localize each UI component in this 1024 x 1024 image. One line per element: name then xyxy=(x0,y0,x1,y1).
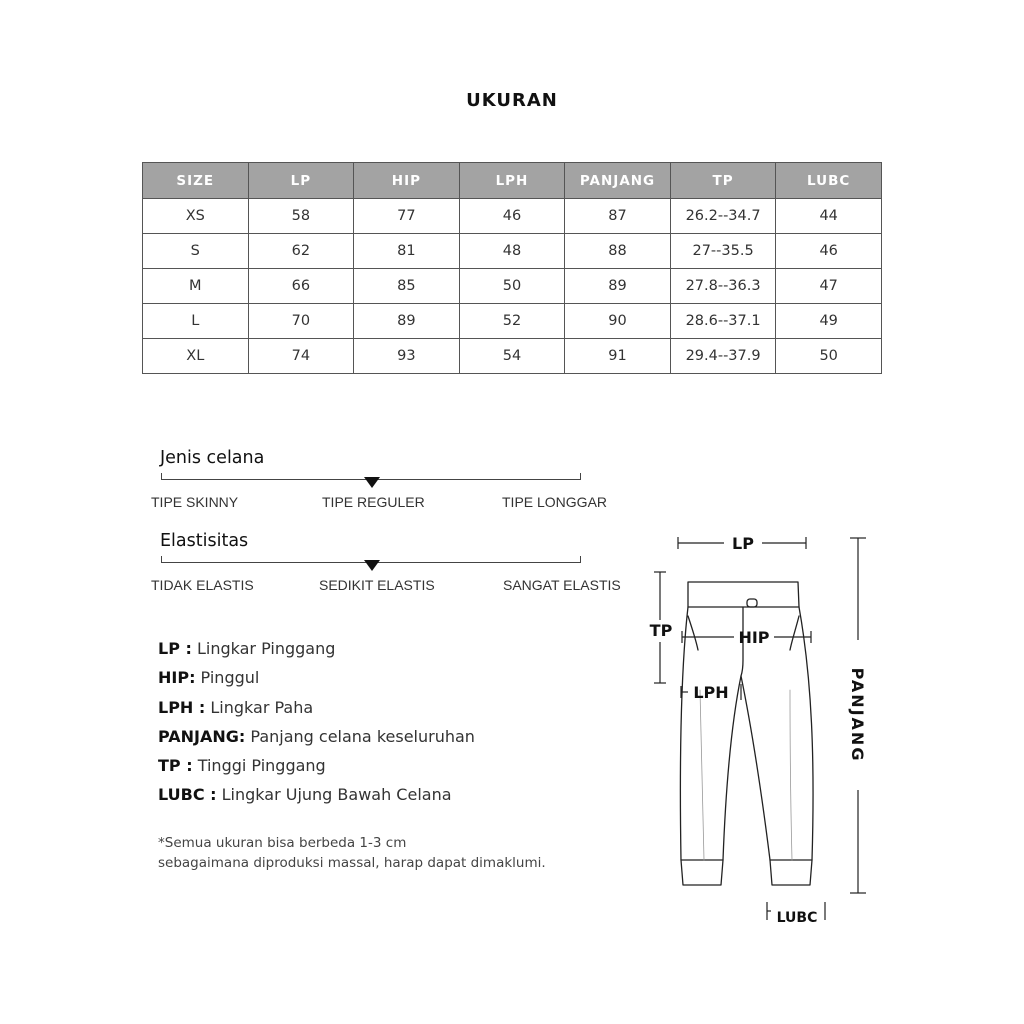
table-row xyxy=(143,304,882,339)
table-cell: 70 xyxy=(248,304,354,339)
elastis-option-tidak: TIDAK ELASTIS xyxy=(151,577,254,593)
jenis-option-longgar: TIPE LONGGAR xyxy=(502,494,608,510)
table-cell: 87 xyxy=(565,199,671,234)
panjang-label: PANJANG xyxy=(848,667,867,763)
seam-right xyxy=(790,690,792,860)
tp-label: TP xyxy=(649,621,673,640)
header-cell: PANJANG xyxy=(565,163,671,199)
hip-label: HIP xyxy=(738,628,770,647)
header-cell: LUBC xyxy=(776,163,882,199)
table-cell: 58 xyxy=(248,199,354,234)
legend-text: Tinggi Pinggang xyxy=(192,756,326,776)
table-cell: 85 xyxy=(354,269,460,304)
legend-key: LPH : xyxy=(158,697,206,717)
elastis-scale-tick-right xyxy=(580,556,581,563)
page-title: UKURAN xyxy=(466,90,558,111)
table-cell: 91 xyxy=(565,339,671,374)
jenis-option-skinny: TIPE SKINNY xyxy=(151,494,239,510)
legend-key: LUBC : xyxy=(158,785,217,805)
table-cell: 77 xyxy=(354,199,460,234)
header-cell: LPH xyxy=(459,163,565,199)
table-cell: 54 xyxy=(459,339,565,374)
lubc-label: LUBC xyxy=(776,910,818,926)
lp-label: LP xyxy=(732,534,754,553)
table-cell: 89 xyxy=(565,269,671,304)
table-row xyxy=(143,339,882,374)
table-cell: 47 xyxy=(776,269,882,304)
size-table xyxy=(142,162,882,374)
legend-key: LP : xyxy=(158,639,192,658)
jenis-option-reguler: TIPE REGULER xyxy=(322,494,425,510)
table-cell: 89 xyxy=(354,304,460,339)
elastis-scale-tick-left xyxy=(161,556,162,563)
table-cell: 29.4--37.9 xyxy=(670,339,776,374)
legend-key: PANJANG: xyxy=(158,726,246,746)
jenis-scale-tick-right xyxy=(580,473,581,480)
header-cell: TP xyxy=(670,163,776,199)
table-row xyxy=(143,269,882,304)
table-cell: XS xyxy=(143,199,249,234)
header-cell: HIP xyxy=(354,163,460,199)
table-cell: 74 xyxy=(248,339,354,374)
pocket-left xyxy=(688,616,698,650)
table-cell: 62 xyxy=(248,234,354,269)
legend-item xyxy=(158,725,475,754)
elastis-option-sedikit: SEDIKIT ELASTIS xyxy=(319,577,435,593)
pants-outline xyxy=(680,607,813,885)
jenis-scale-tick-left xyxy=(161,473,162,480)
pocket-right xyxy=(790,616,799,650)
button-icon xyxy=(747,599,757,607)
lph-label: LPH xyxy=(693,683,729,702)
table-cell: 93 xyxy=(354,339,460,374)
legend-item xyxy=(158,754,475,783)
table-cell: 52 xyxy=(459,304,565,339)
legend-text: Panjang celana keseluruhan xyxy=(245,726,475,746)
legend-item xyxy=(158,637,475,666)
elastis-option-sangat: SANGAT ELASTIS xyxy=(503,577,621,593)
table-cell: 88 xyxy=(565,234,671,269)
table-cell: 50 xyxy=(776,339,882,374)
table-cell: S xyxy=(143,234,249,269)
table-cell: 66 xyxy=(248,269,354,304)
note-line-2: sebagaimana diproduksi massal, harap dapat dimaklumi. xyxy=(158,855,546,871)
table-cell: M xyxy=(143,269,249,304)
table-cell: 46 xyxy=(776,234,882,269)
table-cell: 44 xyxy=(776,199,882,234)
legend-item xyxy=(158,666,475,695)
seam-left xyxy=(700,690,704,860)
table-header-row xyxy=(143,163,882,199)
header-cell: LP xyxy=(248,163,354,199)
header-cell: SIZE xyxy=(143,163,249,199)
table-cell: L xyxy=(143,304,249,339)
table-cell: 27--35.5 xyxy=(670,234,776,269)
legend-text: Pinggul xyxy=(195,668,260,688)
table-cell: XL xyxy=(143,339,249,374)
note-line-1: *Semua ukuran bisa berbeda 1-3 cm xyxy=(158,835,407,851)
legend-text: Lingkar Paha xyxy=(205,697,314,717)
table-cell: 26.2--34.7 xyxy=(670,199,776,234)
disclaimer-note xyxy=(158,833,546,873)
table-row xyxy=(143,199,882,234)
legend-key: TP : xyxy=(158,756,193,776)
elastisitas-title: Elastisitas xyxy=(160,531,249,551)
abbreviation-legend xyxy=(158,637,475,813)
legend-text: Lingkar Pinggang xyxy=(191,639,336,658)
pants-measurement-diagram xyxy=(640,525,880,935)
jenis-selected-marker-icon xyxy=(364,477,380,488)
elastis-selected-marker-icon xyxy=(364,560,380,571)
table-cell: 81 xyxy=(354,234,460,269)
table-cell: 27.8--36.3 xyxy=(670,269,776,304)
table-cell: 50 xyxy=(459,269,565,304)
table-cell: 46 xyxy=(459,199,565,234)
table-row xyxy=(143,234,882,269)
legend-text: Lingkar Ujung Bawah Celana xyxy=(216,785,452,805)
legend-item xyxy=(158,696,475,725)
table-cell: 48 xyxy=(459,234,565,269)
jenis-celana-title: Jenis celana xyxy=(160,448,265,468)
waistband-outline xyxy=(688,582,799,607)
table-cell: 90 xyxy=(565,304,671,339)
legend-key: HIP: xyxy=(158,668,196,688)
legend-item xyxy=(158,783,475,812)
table-cell: 49 xyxy=(776,304,882,339)
table-cell: 28.6--37.1 xyxy=(670,304,776,339)
